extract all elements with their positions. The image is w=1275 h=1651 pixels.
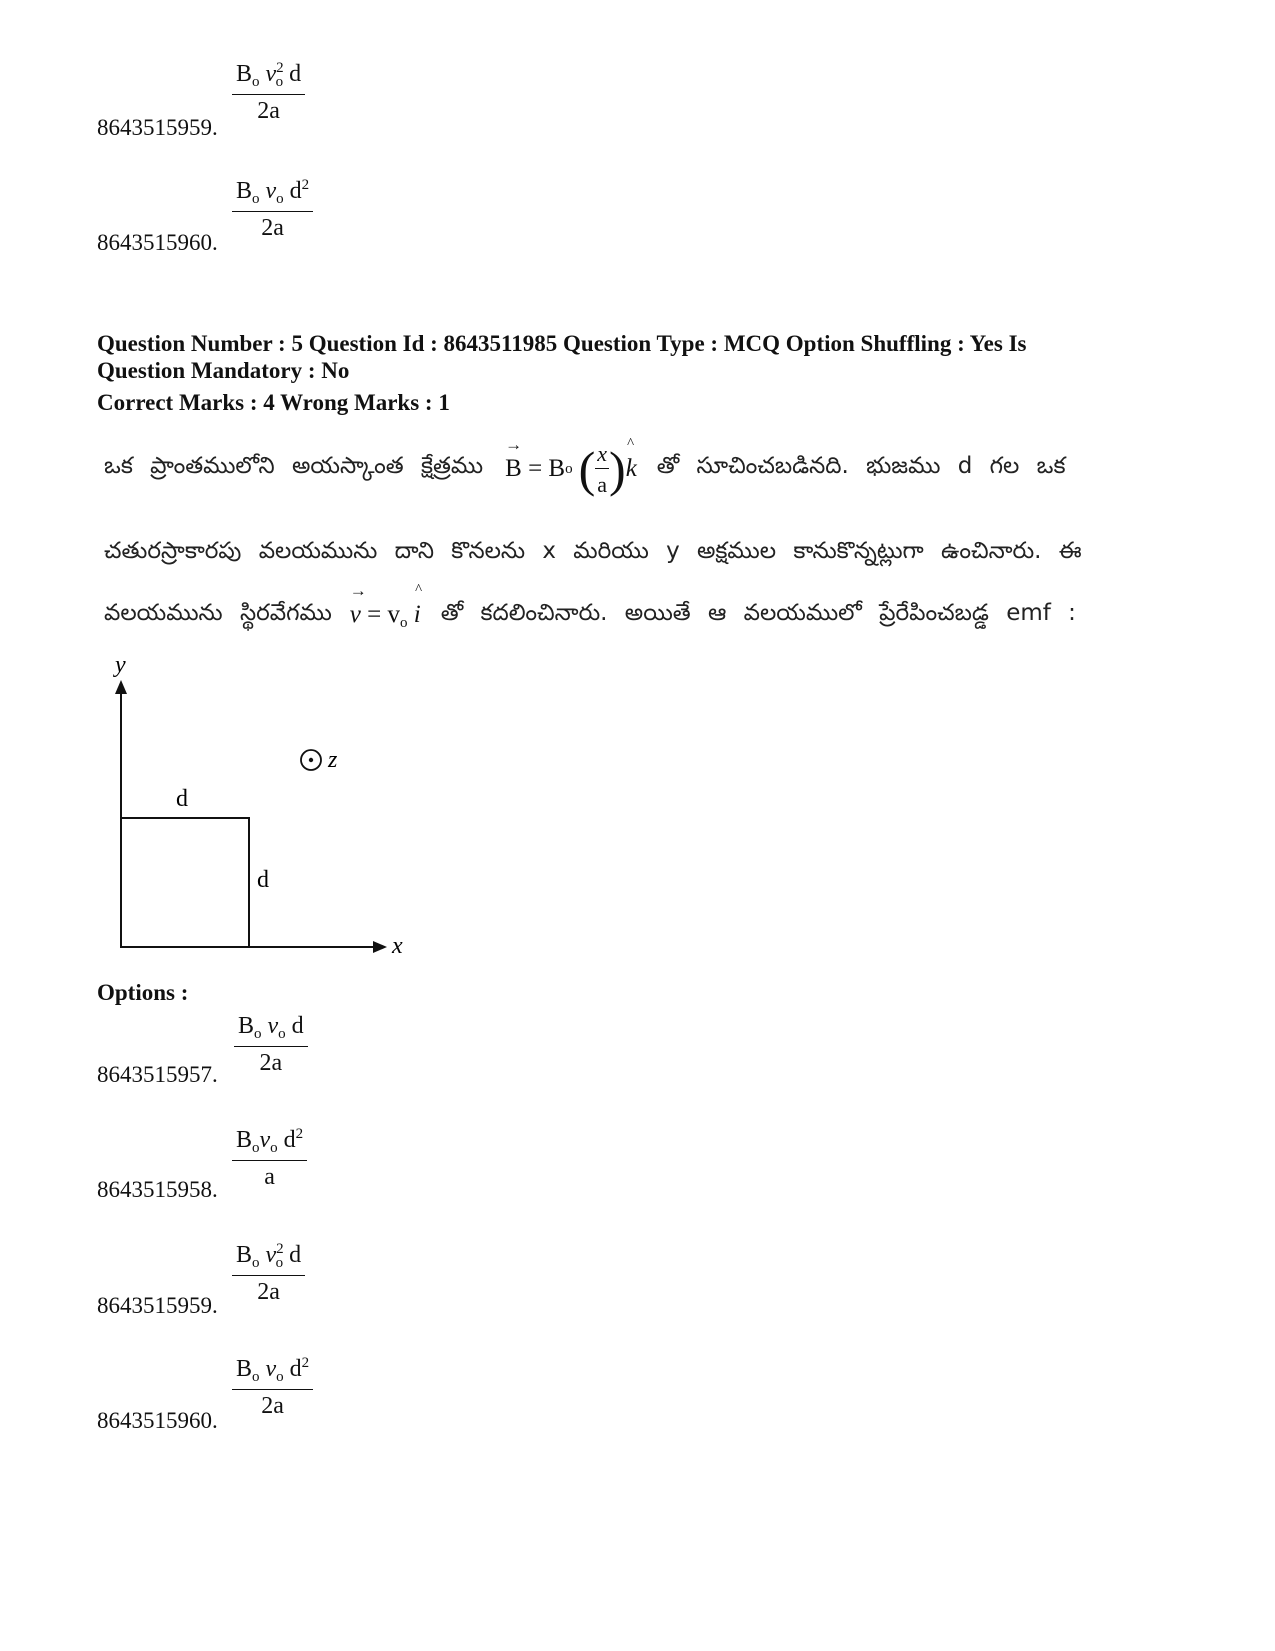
question-header [97, 330, 1177, 384]
velocity-equation: → $v = v_o$ ^ i [349, 580, 422, 631]
question-header-line1: Question Number : 5 Question Id : 8643511985 Question Type : MCQ Option Shuffling : Yes Is [97, 331, 1027, 356]
question-line-2: చతురస్రాకారపు వలయమును దాని కొనలను x మరియు y అక్షముల కానుకొన్నట్లుగా ఉంచినారు. ఈ [104, 538, 1082, 564]
y-axis-arrow-icon [115, 680, 127, 694]
y-axis-label: y [115, 652, 126, 678]
square-loop [121, 818, 249, 947]
question-header-line2: Question Mandatory : No [97, 358, 350, 383]
option-2-formula[interactable]: $\frac{B_ov_o d^2}{a}$ [232, 1126, 307, 1191]
z-axis-label: z [328, 747, 338, 773]
options-heading: Options : [97, 980, 189, 1005]
option-2-id[interactable]: 8643515958. [97, 1177, 218, 1202]
prev-option-4-id: 8643515960. [97, 230, 218, 255]
question-line-3 [104, 580, 1076, 632]
prev-option-3-id: 8643515959. [97, 115, 218, 140]
prev-option-4-formula: $\frac{B_o v_o d^2}{2a}$ [232, 177, 313, 242]
question-text-3b: తో కదలించినారు. అయితే ఆ వలయములో ప్రేరేపించబడ్డ emf : [440, 600, 1076, 626]
prev-option-3-formula: $\frac{B_o v^2_o d}{2a}$ [232, 60, 305, 125]
option-4-formula[interactable]: $\frac{B_o v_o d^2}{2a}$ [232, 1355, 313, 1420]
question-text-3a: వలయమును స్థిరవేగము [104, 600, 332, 626]
option-1-formula[interactable]: $\frac{B_o v_o d}{2a}$ [234, 1013, 308, 1077]
option-3-id[interactable]: 8643515959. [97, 1293, 218, 1318]
question-line-1 [104, 435, 1066, 498]
option-1-id[interactable]: 8643515957. [97, 1062, 218, 1087]
x-axis-label: x [392, 933, 403, 959]
loop-diagram [90, 650, 420, 970]
question-text-1a: ఒక ప్రాంతములోని అయస్కాంత క్షేత్రము [104, 453, 484, 479]
question-text-1b: తో సూచించబడినది. భుజము d గల ఒక [656, 453, 1066, 479]
field-equation: → B = B o ( $\frac{x}{a}$ ) ^ k [505, 435, 637, 497]
x-axis-arrow-icon [373, 941, 387, 953]
option-3-formula[interactable]: $\frac{B_o v^2_o d}{2a}$ [232, 1241, 305, 1306]
top-side-label: d [176, 786, 188, 812]
marks-line: Correct Marks : 4 Wrong Marks : 1 [97, 390, 450, 415]
option-4-id[interactable]: 8643515960. [97, 1408, 218, 1433]
right-side-label: d [257, 867, 269, 893]
